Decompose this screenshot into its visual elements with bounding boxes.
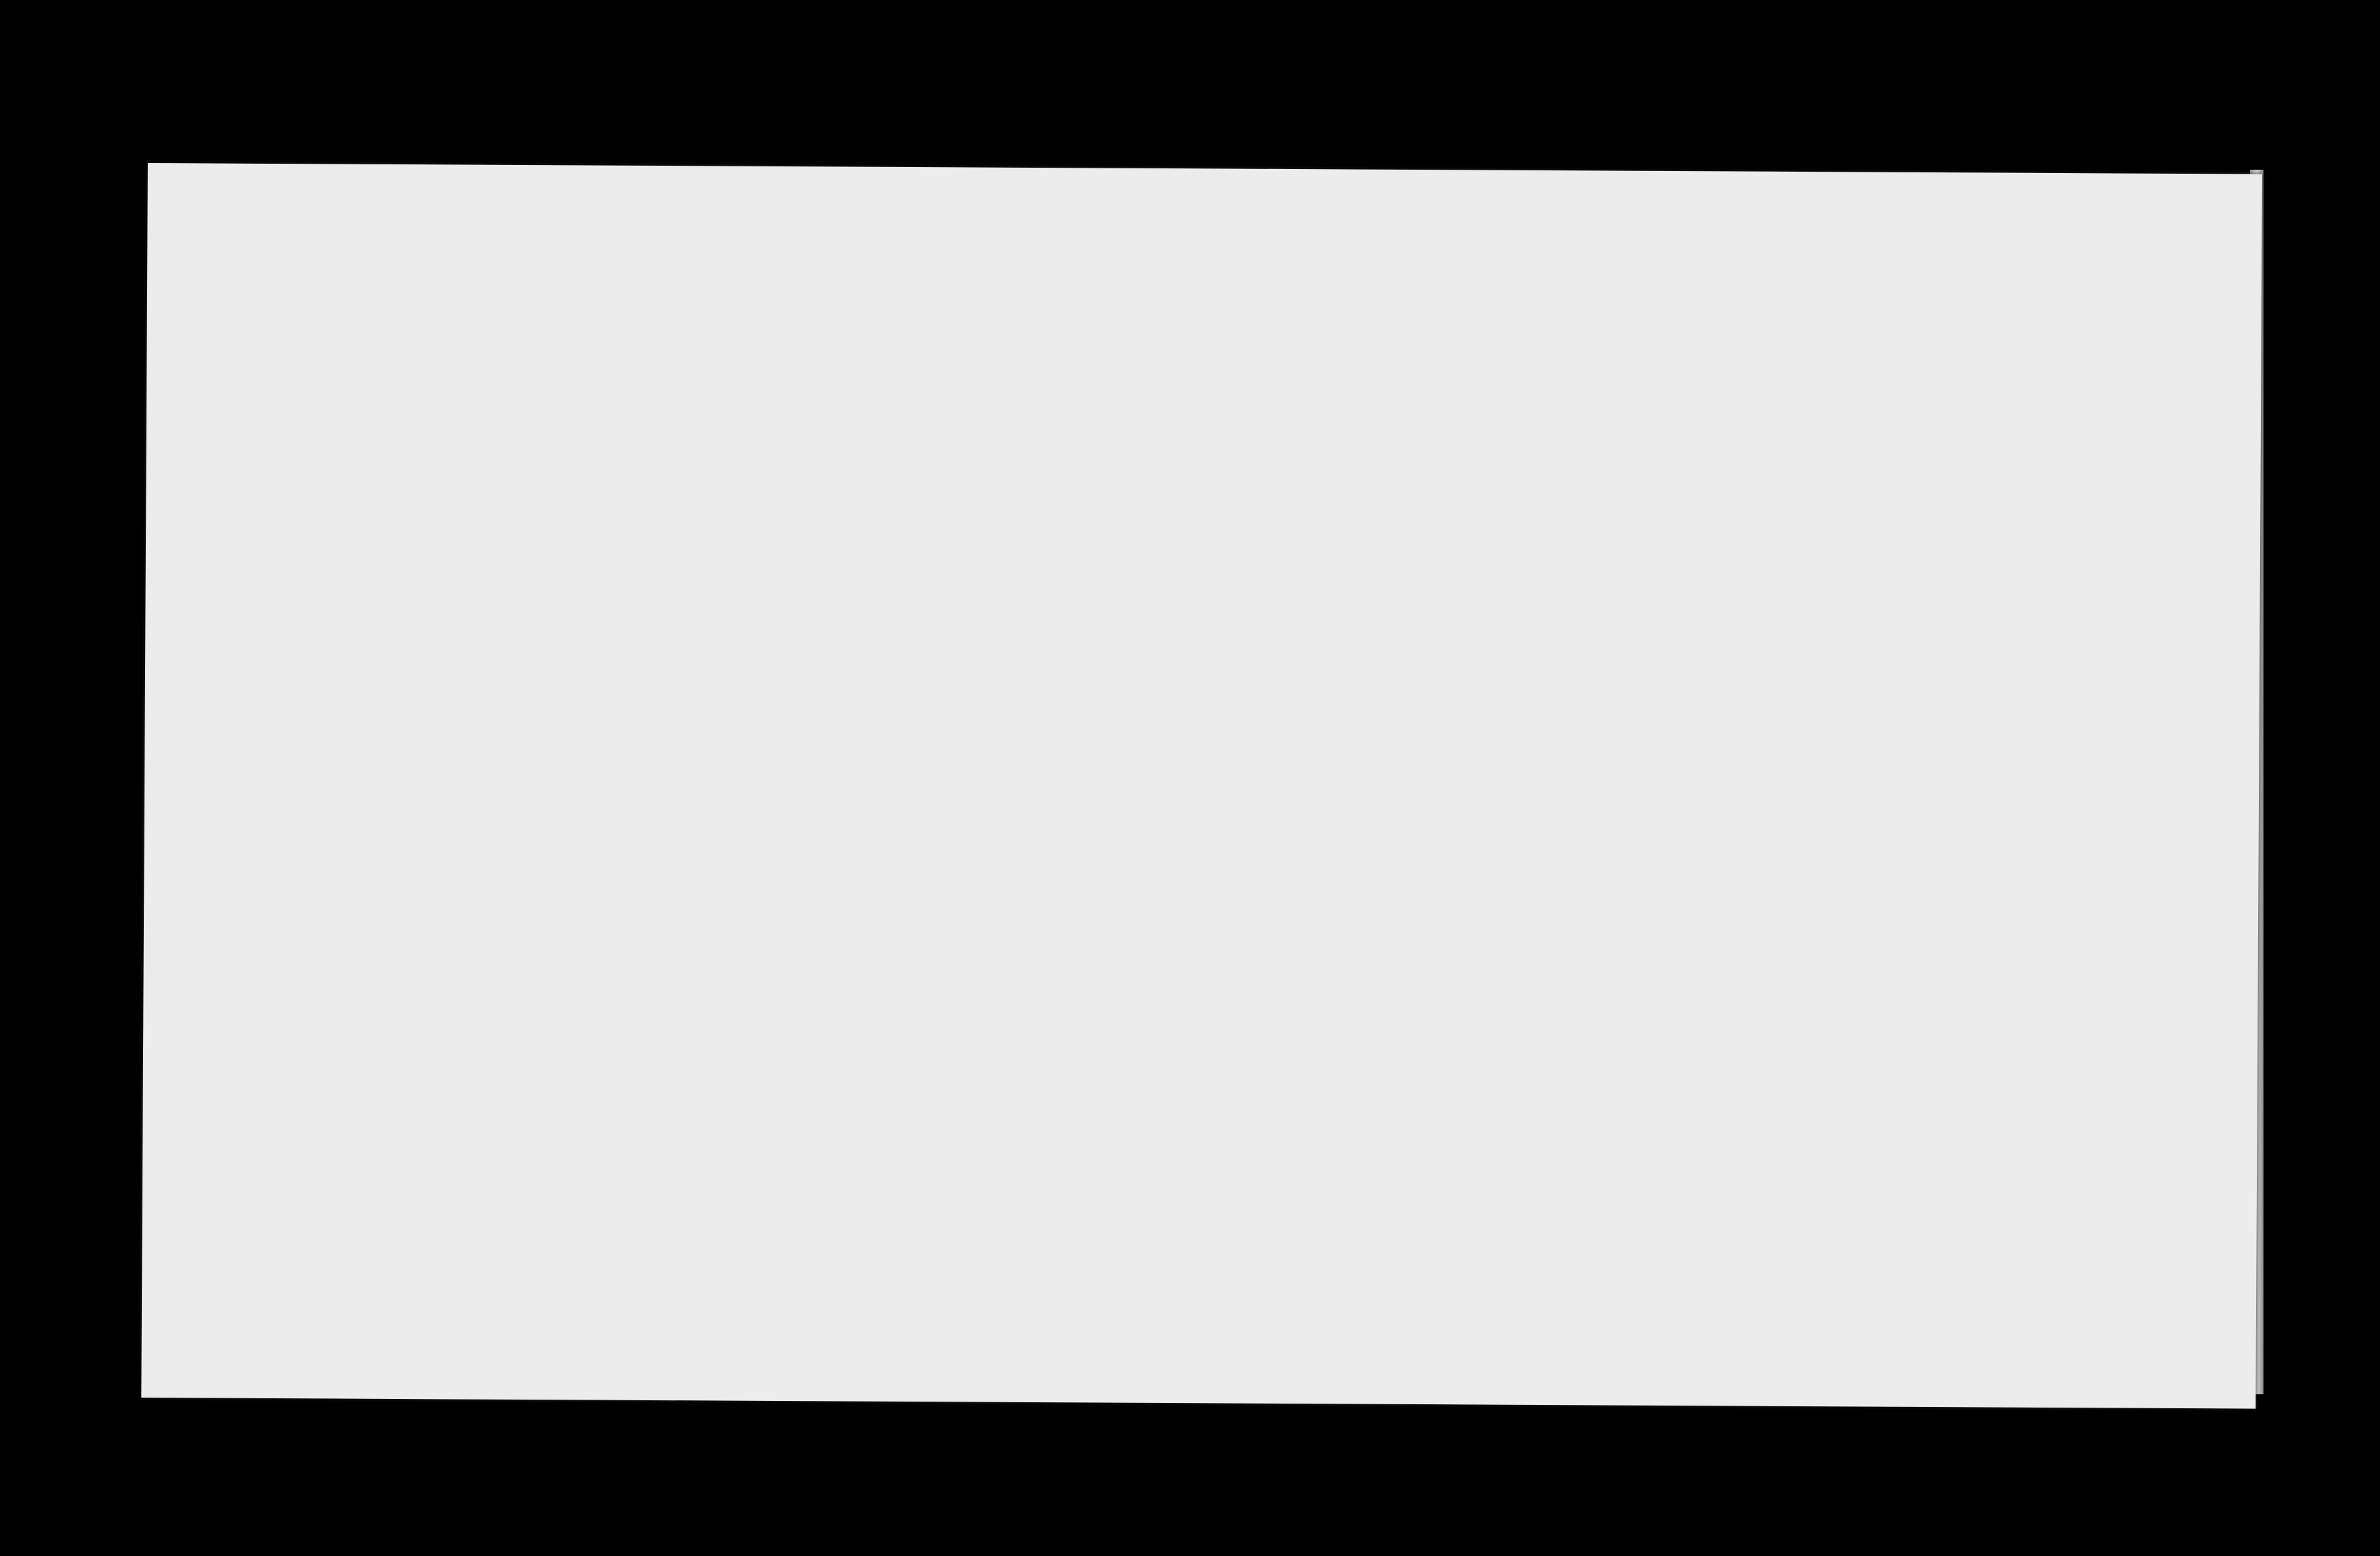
census-card-form — [141, 163, 2262, 1409]
census-card-sheet — [141, 163, 2262, 1409]
